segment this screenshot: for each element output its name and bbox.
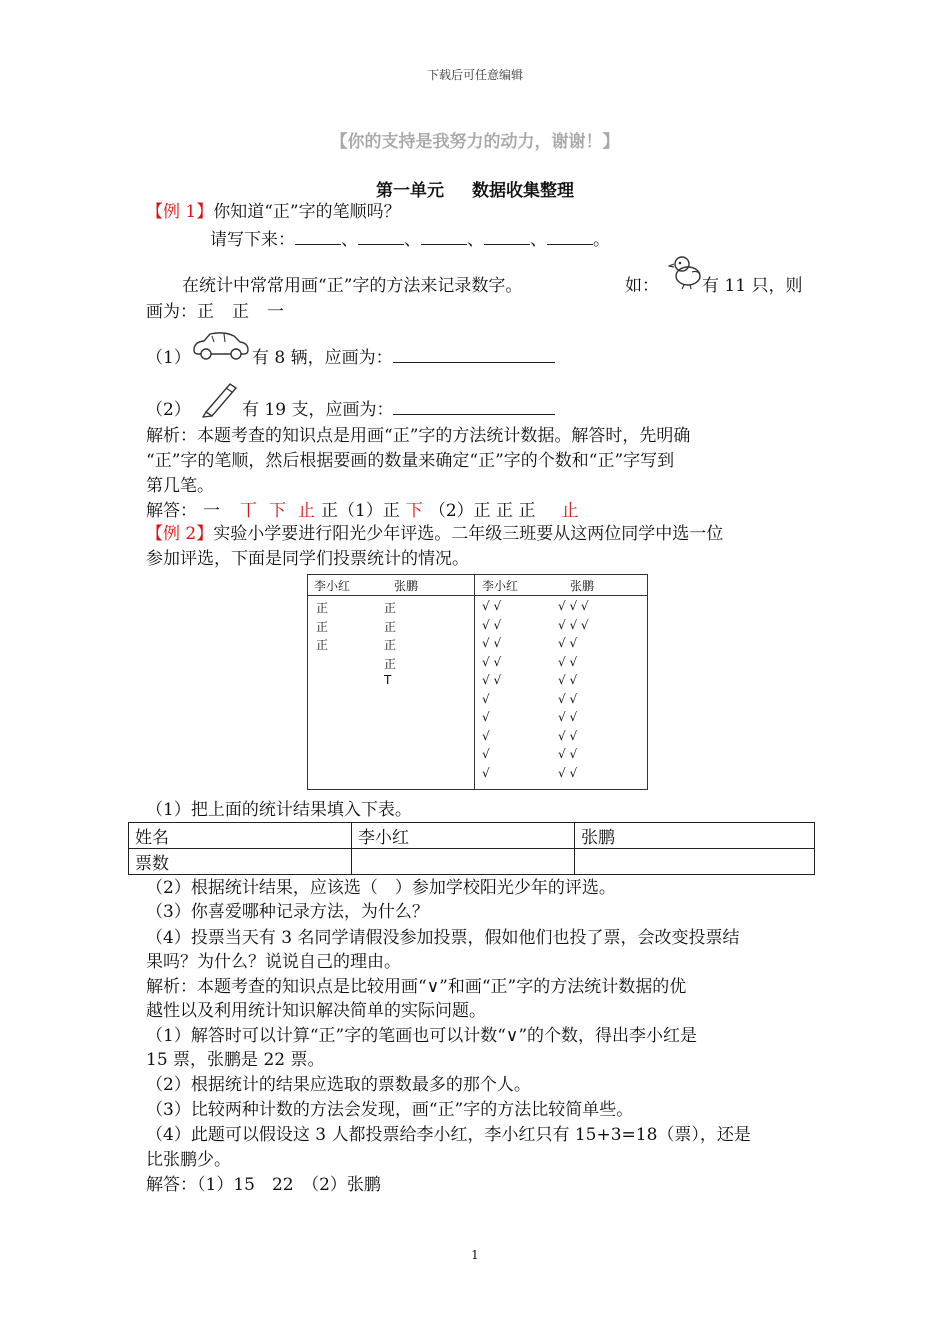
check-li-mark: √ √ bbox=[482, 654, 502, 669]
page-number: 1 bbox=[471, 1248, 479, 1262]
tally-li-mark: 正 bbox=[316, 638, 329, 652]
stroke-3: 下 bbox=[269, 501, 286, 521]
ex1-intro-as: 如： bbox=[625, 276, 659, 296]
ex1-question: 你知道“正”字的笔顺吗？ bbox=[213, 202, 401, 222]
ex2-analysis-7: （4）此题可以假设这 3 人都投票给李小红，李小红只有 15+3=18（票），还是 bbox=[146, 1125, 751, 1145]
ex1-tag: 【例 1】 bbox=[146, 202, 214, 222]
table-row bbox=[129, 823, 815, 849]
table-cell-li-votes[interactable] bbox=[352, 849, 575, 875]
ex1-question-line bbox=[146, 200, 401, 224]
check-li-mark: √ bbox=[482, 710, 490, 724]
chick-icon bbox=[668, 252, 704, 290]
ex1-answer-1: （1）正 bbox=[338, 501, 400, 521]
check-li-mark: √ bbox=[482, 765, 490, 780]
table-row bbox=[129, 849, 815, 875]
ex2-analysis-2: 越性以及利用统计知识解决简单的实际问题。 bbox=[146, 1001, 486, 1021]
table-cell-li: 李小红 bbox=[352, 823, 575, 849]
answer-blank[interactable] bbox=[421, 229, 467, 245]
check-zhang-mark: √ √ bbox=[558, 710, 578, 724]
answer-blank[interactable] bbox=[358, 229, 404, 245]
tally-zhang-mark: 正 bbox=[384, 619, 397, 634]
check-zhang-mark: √ √ bbox=[558, 728, 578, 743]
ex1-q1-num: （1） bbox=[146, 348, 191, 368]
tally-zhang-mark: 正 bbox=[384, 601, 397, 615]
ex1-answer-1-tail: 下 bbox=[405, 501, 423, 521]
ex2-line-1: 【例 2】实验小学要进行阳光少年评选。二年级三班要从这两位同学中选一位 bbox=[146, 524, 724, 544]
tally-zhang-mark: 正 bbox=[384, 638, 397, 652]
check-li-mark: √ √ bbox=[482, 599, 502, 613]
tally-li-mark: 正 bbox=[316, 619, 329, 634]
answer-blank[interactable] bbox=[484, 229, 530, 245]
tally-zhang-mark: T bbox=[384, 673, 392, 687]
check-zhang-mark: √ √ √ bbox=[558, 599, 589, 613]
tally-zhang-mark: 正 bbox=[384, 656, 397, 671]
tally-mark: 正 bbox=[197, 302, 214, 322]
answer-blank[interactable] bbox=[547, 229, 593, 245]
ex2-analysis-6: （3）比较两种计数的方法会发现，画“正”字的方法比较简单些。 bbox=[146, 1100, 634, 1120]
vote-result-table bbox=[128, 822, 815, 875]
ex1-analysis-1: 解析：本题考查的知识点是用画“正”字的方法统计数据。解答时，先明确 bbox=[146, 426, 691, 446]
stroke-4: 止 bbox=[298, 501, 315, 521]
page-title bbox=[0, 176, 950, 201]
unit-label: 第一单元 bbox=[376, 181, 444, 201]
check-li-mark: √ bbox=[482, 691, 490, 706]
table-cell-votes-label: 票数 bbox=[129, 849, 352, 875]
ex2-q2: （2）根据统计结果，应该选（ ）参加学校阳光少年的评选。 bbox=[146, 878, 616, 898]
check-zhang-mark: √ √ bbox=[558, 765, 578, 780]
ex1-drawn-line bbox=[146, 300, 284, 324]
ex1-analysis-3: 第几笔。 bbox=[146, 476, 214, 496]
ex2-line-2: 参加评选，下面是同学们投票统计的情况。 bbox=[146, 549, 469, 569]
ex2-tag: 【例 2】 bbox=[146, 524, 214, 544]
ex1-answer-2-tail: 止 bbox=[561, 501, 579, 521]
ex1-intro-have: 有 11 只，则 bbox=[702, 276, 803, 296]
tally-li-mark: 正 bbox=[316, 601, 329, 615]
ex1-intro: 在统计中常常用画“正”字的方法来记录数字。 bbox=[182, 276, 523, 296]
check-li-mark: √ √ bbox=[482, 673, 502, 687]
answer-blank[interactable] bbox=[393, 347, 555, 363]
ex1-answer-label: 解答： bbox=[146, 501, 197, 521]
panel-header-li: 李小红 bbox=[482, 579, 519, 593]
tally-mark: 正 bbox=[232, 302, 249, 322]
check-zhang-mark: √ √ bbox=[558, 673, 578, 687]
ex2-analysis-3: （1）解答时可以计算“正”字的笔画也可以计数“∨”的个数，得出李小红是 bbox=[146, 1026, 698, 1046]
ex1-answer-2: （2）正 正 正 bbox=[428, 501, 536, 521]
ex2-answer: 解答：（1）15 22 （2）张鹏 bbox=[146, 1175, 381, 1195]
answer-blank[interactable] bbox=[295, 229, 341, 245]
ex2-q3: （3）你喜爱哪种记录方法，为什么？ bbox=[146, 902, 429, 922]
ex2-q1: （1）把上面的统计结果填入下表。 bbox=[146, 800, 412, 820]
topic-label: 数据收集整理 bbox=[472, 181, 574, 201]
check-li-mark: √ √ bbox=[482, 636, 502, 650]
car-icon bbox=[190, 330, 252, 362]
check-zhang-mark: √ √ bbox=[558, 747, 578, 761]
ex2-q4-1: （4）投票当天有 3 名同学请假没参加投票，假如他们也投了票，会改变投票结 bbox=[146, 928, 740, 948]
page-header-note: 下载后可任意编辑 bbox=[426, 68, 523, 82]
stroke-1: 一 bbox=[203, 501, 220, 521]
tally-mark: 一 bbox=[267, 302, 284, 322]
table-cell-name-label: 姓名 bbox=[129, 823, 352, 849]
stroke-2: 丅 bbox=[240, 501, 257, 521]
check-zhang-mark: √ √ bbox=[558, 636, 578, 650]
ex1-write-prompt: 请写下来： bbox=[210, 230, 295, 250]
ex1-analysis-2: “正”字的笔顺，然后根据要画的数量来确定“正”字的个数和“正”字写到 bbox=[146, 451, 675, 471]
ex2-analysis-1: 解析：本题考查的知识点是比较用画“∨”和画“正”字的方法统计数据的优 bbox=[146, 977, 687, 997]
panel-header-zhang: 张鹏 bbox=[394, 579, 419, 593]
check-li-mark: √ bbox=[482, 728, 490, 743]
check-li-mark: √ √ bbox=[482, 617, 502, 632]
check-li-mark: √ bbox=[482, 747, 490, 761]
ex2-analysis-4: 15 票，张鹏是 22 票。 bbox=[146, 1050, 325, 1070]
support-banner: 【你的支持是我努力的动力，谢谢！】 bbox=[330, 132, 620, 152]
stroke-5: 正 bbox=[321, 501, 338, 521]
ex1-write-line: 请写下来： 、 、 、 、 。 bbox=[210, 230, 610, 250]
ex1-q1-line bbox=[252, 346, 555, 370]
panel-header-zhang: 张鹏 bbox=[570, 579, 595, 593]
ex1-q2-text: 有 19 支，应画为： bbox=[242, 400, 394, 420]
ex1-q2-line bbox=[242, 398, 555, 422]
panel-header-li: 李小红 bbox=[314, 579, 351, 593]
ex1-drawn-as: 画为： bbox=[146, 302, 197, 322]
ex1-answer-line bbox=[146, 499, 584, 523]
answer-blank[interactable] bbox=[393, 399, 555, 415]
pen-icon bbox=[200, 378, 240, 418]
ex2-analysis-5: （2）根据统计的结果应选取的票数最多的那个人。 bbox=[146, 1075, 531, 1095]
ex1-q2-num: （2） bbox=[146, 400, 191, 420]
ex1-q1-text: 有 8 辆，应画为： bbox=[252, 348, 393, 368]
table-cell-zhang-votes[interactable] bbox=[575, 849, 815, 875]
check-zhang-mark: √ √ √ bbox=[558, 617, 589, 632]
table-cell-zhang: 张鹏 bbox=[575, 823, 815, 849]
ex2-analysis-8: 比张鹏少。 bbox=[146, 1150, 231, 1170]
check-zhang-mark: √ √ bbox=[558, 691, 578, 706]
check-zhang-mark: √ √ bbox=[558, 654, 578, 669]
ex2-q4-2: 果吗？为什么？说说自己的理由。 bbox=[146, 952, 401, 972]
vote-tally-panel bbox=[307, 574, 648, 790]
